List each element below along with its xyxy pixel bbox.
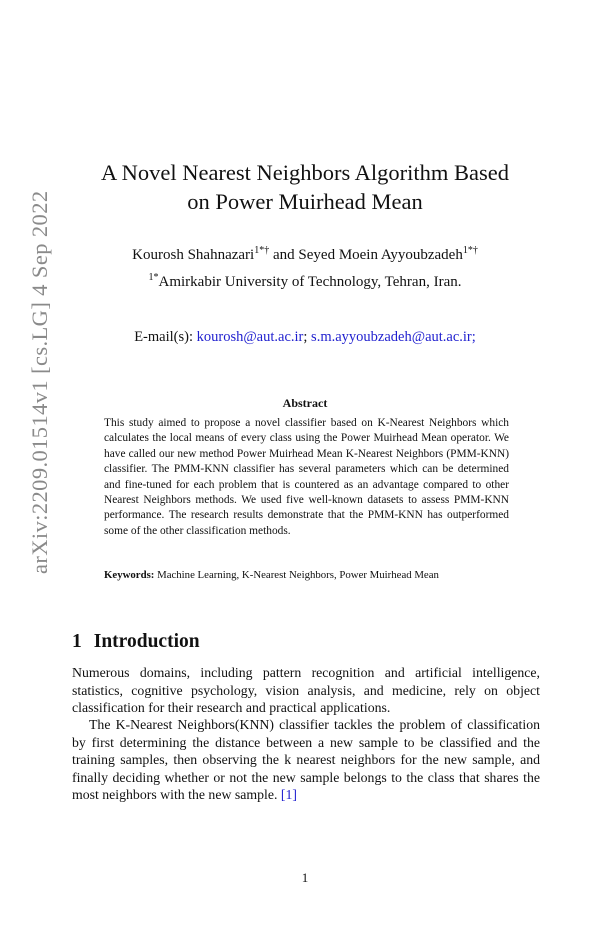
keywords-label: Keywords: <box>104 569 155 581</box>
affiliation-text: Amirkabir University of Technology, Tehran, Iran. <box>158 274 462 290</box>
paper-title <box>70 158 540 216</box>
email-separator-2: ; <box>471 329 476 345</box>
author-connector: and <box>269 247 299 263</box>
title-line-1: A Novel Nearest Neighbors Algorithm Based <box>100 160 510 185</box>
email-label: E-mail(s): <box>134 329 197 345</box>
intro-paragraph-2 <box>72 716 540 804</box>
section-heading-introduction <box>72 630 200 654</box>
section-title: Introduction <box>93 631 200 652</box>
author-list <box>70 245 540 267</box>
affiliation <box>70 272 540 294</box>
author-2-mark: 1*† <box>462 245 478 256</box>
keywords-text: Machine Learning, K-Nearest Neighbors, Power Muirhead Mean <box>154 569 439 581</box>
email-link-2[interactable]: s.m.ayyoubzadeh@aut.ac.ir <box>311 329 472 345</box>
email-separator-1: ; <box>303 329 312 345</box>
email-link-1[interactable]: kourosh@aut.ac.ir <box>196 329 304 345</box>
intro-paragraph-2-text: The K-Nearest Neighbors(KNN) classifier tackles the problem of classification by first determining the distance between a new sample to be classified and the training samples, then observing the k nearest neighbors for the new sample, and finally deciding whether or not the new sample belongs to the class that shares the most neighbors with the new sample. <box>72 717 540 803</box>
title-line-2: on Power Muirhead Mean <box>187 189 423 214</box>
abstract-body: This study aimed to propose a novel classifier based on K-Nearest Neighbors which calculates the local means of every class using the Power Muirhead Mean operator. We have called our new method Power Muirhead Mean K-Nearest Neighbors (PMM-KNN) classifier. The PMM-KNN classifier has several parameters which can be determined and fine-tuned for each problem that is countered as an advantage compared to other Nearest Neighbors methods. We used five well-known datasets to assess PMM-KNN performance. The research results demonstrate that the PMM-KNN has outperformed some of the other classification methods. <box>104 417 509 537</box>
arxiv-identifier-stamp: arXiv:2209.01514v1 [cs.LG] 4 Sep 2022 <box>27 190 52 574</box>
email-line <box>70 327 540 347</box>
keywords <box>104 568 524 582</box>
intro-paragraph-1: Numerous domains, including pattern recognition and artificial intelligence, statistics, cognitive psychology, vision analysis, and medicine, rely on object classification for their research and practical applications. <box>72 665 540 716</box>
author-1-mark: 1*† <box>254 245 270 256</box>
author-2-name: Seyed Moein Ayyoubzadeh <box>298 247 463 263</box>
abstract-heading: Abstract <box>282 396 328 410</box>
affiliation-mark: 1* <box>148 272 159 283</box>
section-number: 1 <box>72 631 82 652</box>
page-number: 1 <box>301 870 309 885</box>
citation-link[interactable]: [1] <box>280 787 297 803</box>
author-1-name: Kourosh Shahnazari <box>132 247 255 263</box>
